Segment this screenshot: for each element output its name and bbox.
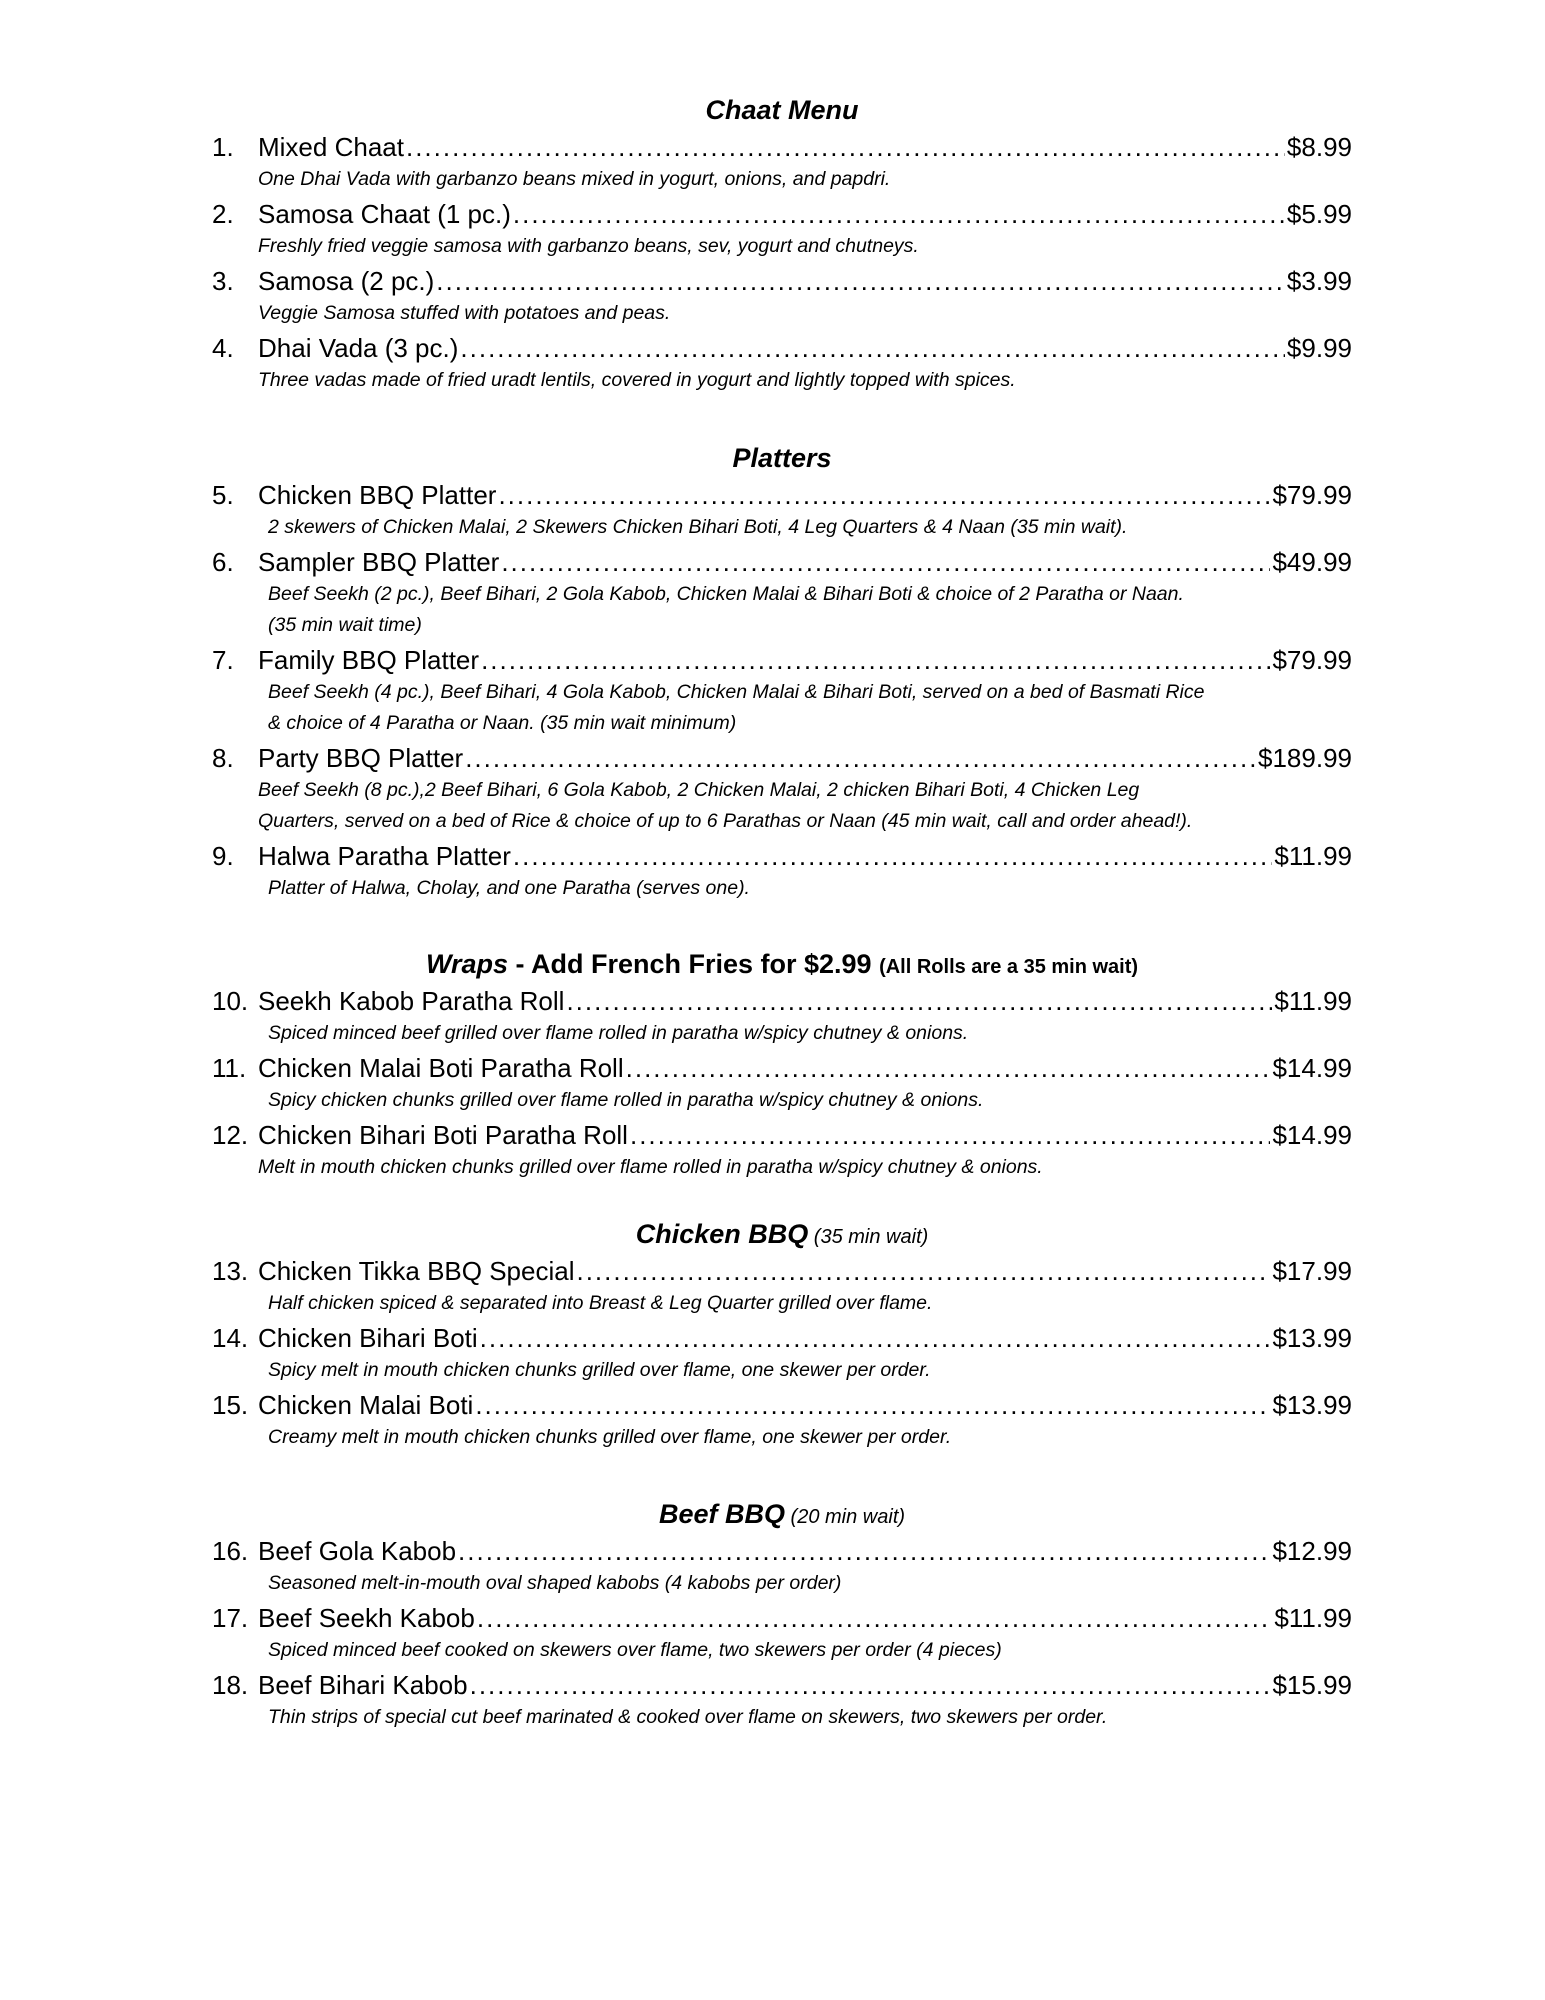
menu-item-11 bbox=[212, 1051, 1352, 1085]
item-name: Chicken Tikka BBQ Special bbox=[258, 1256, 575, 1286]
dot-leader bbox=[576, 1254, 1270, 1288]
item-description-line2: & choice of 4 Paratha or Naan. (35 min wait minimum) bbox=[268, 712, 737, 734]
item-price: $3.99 bbox=[1286, 266, 1352, 296]
item-description: Beef Seekh (2 pc.), Beef Bihari, 2 Gola Kabob, Chicken Malai & Bihari Boti & choice of 2 Paratha or Naan. bbox=[268, 583, 1184, 605]
item-price: $189.99 bbox=[1258, 743, 1352, 773]
item-name: Samosa Chaat (1 pc.) bbox=[258, 199, 511, 229]
item-number: 11. bbox=[212, 1053, 247, 1083]
item-name: Chicken Bihari Boti Paratha Roll bbox=[258, 1120, 628, 1150]
dot-leader bbox=[458, 1534, 1270, 1568]
item-price: $12.99 bbox=[1272, 1536, 1352, 1566]
menu-item-1 bbox=[212, 130, 1352, 164]
dot-leader bbox=[406, 130, 1285, 164]
item-number: 18. bbox=[212, 1670, 249, 1700]
item-name: Family BBQ Platter bbox=[258, 645, 480, 675]
wraps-title-addon: - Add French Fries for $2.99 bbox=[507, 949, 880, 979]
item-number: 14. bbox=[212, 1323, 249, 1353]
dot-leader bbox=[481, 643, 1270, 677]
item-description: Beef Seekh (4 pc.), Beef Bihari, 4 Gola Kabob, Chicken Malai & Bihari Boti, served on a bed of Basmati Rice bbox=[268, 681, 1205, 703]
item-name: Halwa Paratha Platter bbox=[258, 841, 511, 871]
item-number: 7. bbox=[212, 645, 234, 675]
dot-leader bbox=[436, 264, 1285, 298]
item-number: 4. bbox=[212, 333, 234, 363]
dot-leader bbox=[475, 1388, 1270, 1422]
item-number: 12. bbox=[212, 1120, 249, 1150]
menu-item-9 bbox=[212, 839, 1352, 873]
section-title-platters bbox=[212, 438, 1352, 478]
menu-item-13 bbox=[212, 1254, 1352, 1288]
item-description: Freshly fried veggie samosa with garbanzo beans, sev, yogurt and chutneys. bbox=[258, 235, 919, 257]
item-price: $14.99 bbox=[1272, 1053, 1352, 1083]
item-price: $49.99 bbox=[1272, 547, 1352, 577]
dot-leader bbox=[480, 1321, 1271, 1355]
item-price: $9.99 bbox=[1286, 333, 1352, 363]
dot-leader bbox=[470, 1668, 1271, 1702]
section-chaat bbox=[212, 90, 1352, 398]
section-beef-bbq bbox=[212, 1494, 1352, 1735]
dot-leader bbox=[477, 1601, 1273, 1635]
item-number: 2. bbox=[212, 199, 234, 229]
item-number: 10. bbox=[212, 986, 249, 1016]
beef-bbq-title-note: (20 min wait) bbox=[785, 1506, 906, 1528]
item-description: Spiced minced beef grilled over flame rolled in paratha w/spicy chutney & onions. bbox=[268, 1022, 969, 1044]
menu-item-14 bbox=[212, 1321, 1352, 1355]
item-name: Beef Gola Kabob bbox=[258, 1536, 457, 1566]
dot-leader bbox=[626, 1051, 1271, 1085]
item-description: Spiced minced beef cooked on skewers over flame, two skewers per order (4 pieces) bbox=[268, 1639, 1002, 1661]
item-price: $13.99 bbox=[1272, 1323, 1352, 1353]
chicken-bbq-title-note: (35 min wait) bbox=[808, 1226, 929, 1248]
item-name: Beef Bihari Kabob bbox=[258, 1670, 468, 1700]
item-description: Platter of Halwa, Cholay, and one Paratha (serves one). bbox=[268, 877, 750, 899]
item-name: Dhai Vada (3 pc.) bbox=[258, 333, 459, 363]
item-description: Creamy melt in mouth chicken chunks grilled over flame, one skewer per order. bbox=[268, 1426, 952, 1448]
item-number: 17. bbox=[212, 1603, 249, 1633]
dot-leader bbox=[498, 478, 1270, 512]
menu-item-2 bbox=[212, 197, 1352, 231]
item-name: Mixed Chaat bbox=[258, 132, 404, 162]
section-platters bbox=[212, 438, 1352, 906]
item-name: Party BBQ Platter bbox=[258, 743, 464, 773]
item-number: 1. bbox=[212, 132, 234, 162]
wraps-title-note: (All Rolls are a 35 min wait) bbox=[879, 956, 1139, 978]
item-number: 15. bbox=[212, 1390, 249, 1420]
item-name: Beef Seekh Kabob bbox=[258, 1603, 475, 1633]
item-description: Veggie Samosa stuffed with potatoes and peas. bbox=[258, 302, 671, 324]
menu-item-6 bbox=[212, 545, 1352, 579]
item-price: $11.99 bbox=[1274, 986, 1352, 1016]
dot-leader bbox=[630, 1118, 1271, 1152]
item-number: 6. bbox=[212, 547, 234, 577]
item-price: $13.99 bbox=[1272, 1390, 1352, 1420]
dot-leader bbox=[566, 984, 1272, 1018]
item-description: Beef Seekh (8 pc.),2 Beef Bihari, 6 Gola Kabob, 2 Chicken Malai, 2 chicken Bihari Boti, 4 Chicken Leg bbox=[258, 779, 1140, 801]
item-description: One Dhai Vada with garbanzo beans mixed in yogurt, onions, and papdri. bbox=[258, 168, 891, 190]
item-number: 13. bbox=[212, 1256, 249, 1286]
item-description: Spicy melt in mouth chicken chunks grilled over flame, one skewer per order. bbox=[268, 1359, 931, 1381]
item-price: $15.99 bbox=[1272, 1670, 1352, 1700]
item-description: Half chicken spiced & separated into Breast & Leg Quarter grilled over flame. bbox=[268, 1292, 933, 1314]
menu-item-3 bbox=[212, 264, 1352, 298]
item-name: Seekh Kabob Paratha Roll bbox=[258, 986, 565, 1016]
item-description: 2 skewers of Chicken Malai, 2 Skewers Chicken Bihari Boti, 4 Leg Quarters & 4 Naan (35 min wait). bbox=[268, 516, 1128, 538]
item-price: $11.99 bbox=[1274, 1603, 1352, 1633]
menu-item-10 bbox=[212, 984, 1352, 1018]
menu-item-12 bbox=[212, 1118, 1352, 1152]
menu-item-17 bbox=[212, 1601, 1352, 1635]
item-description: Thin strips of special cut beef marinated & cooked over flame on skewers, two skewers per order. bbox=[268, 1706, 1108, 1728]
item-price: $79.99 bbox=[1272, 645, 1352, 675]
item-description-line2: (35 min wait time) bbox=[268, 614, 422, 636]
item-price: $79.99 bbox=[1272, 480, 1352, 510]
section-title-wraps bbox=[212, 944, 1352, 984]
item-description: Spicy chicken chunks grilled over flame rolled in paratha w/spicy chutney & onions. bbox=[268, 1089, 984, 1111]
beef-bbq-title-text: Beef BBQ bbox=[658, 1499, 785, 1529]
item-description: Melt in mouth chicken chunks grilled over flame rolled in paratha w/spicy chutney & onions. bbox=[258, 1156, 1043, 1178]
item-name: Chicken BBQ Platter bbox=[258, 480, 497, 510]
menu-item-5 bbox=[212, 478, 1352, 512]
menu-item-7 bbox=[212, 643, 1352, 677]
item-number: 3. bbox=[212, 266, 234, 296]
item-price: $14.99 bbox=[1272, 1120, 1352, 1150]
dot-leader bbox=[513, 839, 1273, 873]
dot-leader bbox=[465, 741, 1256, 775]
item-price: $17.99 bbox=[1272, 1256, 1352, 1286]
item-name: Samosa (2 pc.) bbox=[258, 266, 435, 296]
item-name: Chicken Malai Boti bbox=[258, 1390, 474, 1420]
chaat-title-text: Chaat Menu bbox=[705, 95, 859, 125]
menu-item-4 bbox=[212, 331, 1352, 365]
item-number: 16. bbox=[212, 1536, 249, 1566]
menu-item-16 bbox=[212, 1534, 1352, 1568]
menu-item-15 bbox=[212, 1388, 1352, 1422]
menu-item-8 bbox=[212, 741, 1352, 775]
item-name: Chicken Malai Boti Paratha Roll bbox=[258, 1053, 624, 1083]
section-title-beef-bbq bbox=[212, 1494, 1352, 1534]
item-name: Chicken Bihari Boti bbox=[258, 1323, 478, 1353]
item-price: $8.99 bbox=[1286, 132, 1352, 162]
item-name: Sampler BBQ Platter bbox=[258, 547, 500, 577]
section-title-chaat bbox=[212, 90, 1352, 130]
dot-leader bbox=[501, 545, 1270, 579]
wraps-title-text: Wraps bbox=[425, 949, 508, 979]
item-description: Seasoned melt-in-mouth oval shaped kabobs (4 kabobs per order) bbox=[268, 1572, 842, 1594]
section-chicken-bbq bbox=[212, 1214, 1352, 1455]
chicken-bbq-title-text: Chicken BBQ bbox=[635, 1219, 809, 1249]
item-description: Three vadas made of fried uradt lentils, covered in yogurt and lightly topped with spices. bbox=[258, 369, 1016, 391]
section-wraps bbox=[212, 944, 1352, 1185]
menu-item-18 bbox=[212, 1668, 1352, 1702]
item-number: 5. bbox=[212, 480, 234, 510]
platters-title-text: Platters bbox=[732, 443, 832, 473]
dot-leader bbox=[460, 331, 1285, 365]
item-price: $5.99 bbox=[1286, 199, 1352, 229]
item-price: $11.99 bbox=[1274, 841, 1352, 871]
item-number: 9. bbox=[212, 841, 234, 871]
item-number: 8. bbox=[212, 743, 234, 773]
dot-leader bbox=[513, 197, 1285, 231]
section-title-chicken-bbq bbox=[212, 1214, 1352, 1254]
item-description-line2: Quarters, served on a bed of Rice & choice of up to 6 Parathas or Naan (45 min wait, call and order ahead!). bbox=[258, 810, 1193, 832]
